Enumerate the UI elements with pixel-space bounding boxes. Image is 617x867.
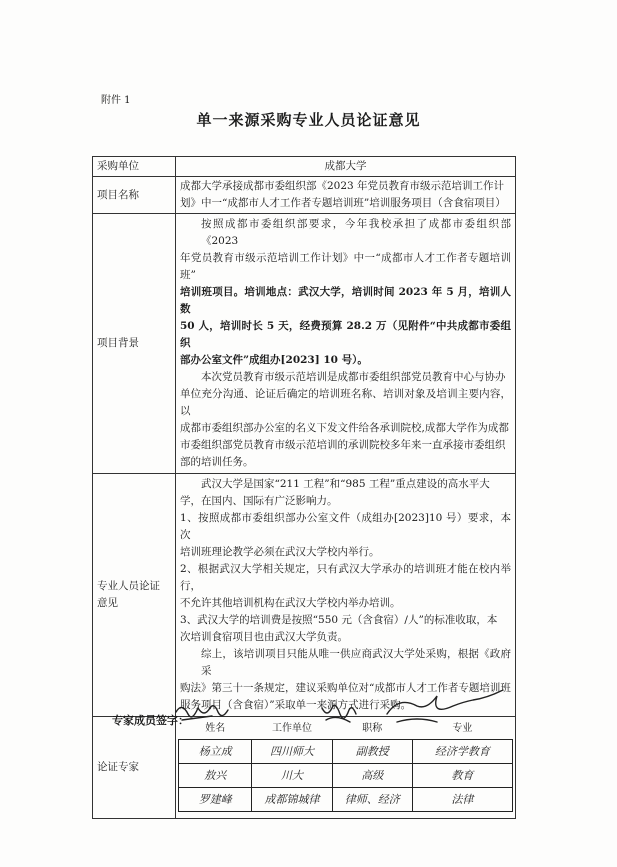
row-professional-opinion [93, 474, 516, 717]
signature-label: 专家成员签字： [112, 714, 189, 727]
expert-unit: 成都锦城律 [252, 787, 332, 811]
document-title: 单一来源采购专业人员论证意见 [196, 111, 421, 129]
row-purchasing-unit [93, 157, 516, 177]
handwritten-signatures [172, 690, 522, 740]
expert-unit: 川大 [252, 763, 332, 787]
header-name: 姓名 [205, 723, 226, 735]
expert-row [179, 739, 513, 763]
project-name-value: 成都大学承接成都市委组织部《2023 年党员教育市级示范培训工作计 划》中一“成都市人才工作者专题培训班”培训服务项目（含食宿项目） [176, 177, 516, 214]
professional-opinion-value: 武汉大学是国家“211 工程”和“985 工程”重点建设的高水平大 学，在国内、国际有广泛影响力。 1、按照成都市委组织部办公室文件（成组办[2023]10 号）要求，本次 培训班理论教学必须在武汉大学校内举行。 2、根据武汉大学相关规定，只有武汉大学承办的培训班才能在校内举行， 不允许其他培训机构在武汉大学校内举办培训。 3、武汉大学的培训费是按照“550 元（含食宿）/人”的标准收取，本 次培训食宿项目也由武汉大学负责。 综上，该培训项目只能从唯一供应商武汉大学处采购，根据《政府采 购法》第三十一条规定，建议采购单位对“成都市人才工作者专题培训班 服务项目（含食宿）”采取单一来源方式进行采购。 [176, 474, 516, 717]
project-name-label: 项目名称 [93, 177, 176, 214]
expert-specialty: 教育 [412, 763, 512, 787]
expert-name: 杨立成 [179, 739, 252, 763]
row-project-name [93, 177, 516, 214]
professional-opinion-label: 专业人员论证 意见 [93, 474, 176, 717]
expert-specialty: 法律 [412, 787, 512, 811]
expert-title: 副教授 [332, 739, 412, 763]
expert-row [179, 763, 513, 787]
expert-name: 敖兴 [179, 763, 252, 787]
header-title: 职称 [362, 723, 383, 735]
header-work-unit: 工作单位 [272, 723, 313, 735]
experts-label: 论证专家 [93, 717, 176, 819]
header-specialty: 专业 [452, 723, 473, 735]
expert-row [179, 787, 513, 811]
project-background-label: 项目背景 [93, 214, 176, 474]
project-background-value: 按照成都市委组织部要求，今年我校承担了成都市委组织部《2023 年党员教育市级示范培训工作计划》中一“成都市人才工作者专题培训班” 培训班项目。培训地点：武汉大学，培训时间 2023 年 5 月，培训人数 50 人，培训时长 5 天，经费预算 28.2 万（见附件“中共成都市委组织 部办公室文件”成组办[2023] 10 号）。 本次党员教育市级示范培训是成都市委组织部党员教育中心与协办 单位充分沟通、论证后确定的培训班名称、培训对象及培训主要内容，以 成都市委组织部办公室的名义下发文件给各承训院校,成都大学作为成都 市委组织部党员教育市级示范培训的承训院校多年来一直承接市委组织 部的培训任务。 [176, 214, 516, 474]
expert-title: 高级 [332, 763, 412, 787]
expert-name: 罗建峰 [179, 787, 252, 811]
expert-title: 律师、经济 [332, 787, 412, 811]
purchasing-unit-label: 采购单位 [93, 157, 176, 177]
expert-unit: 四川师大 [252, 739, 332, 763]
expert-specialty: 经济学教育 [412, 739, 512, 763]
attachment-label: 附件 1 [101, 95, 131, 106]
purchasing-unit-value: 成都大学 [176, 157, 516, 177]
row-project-background [93, 214, 516, 474]
